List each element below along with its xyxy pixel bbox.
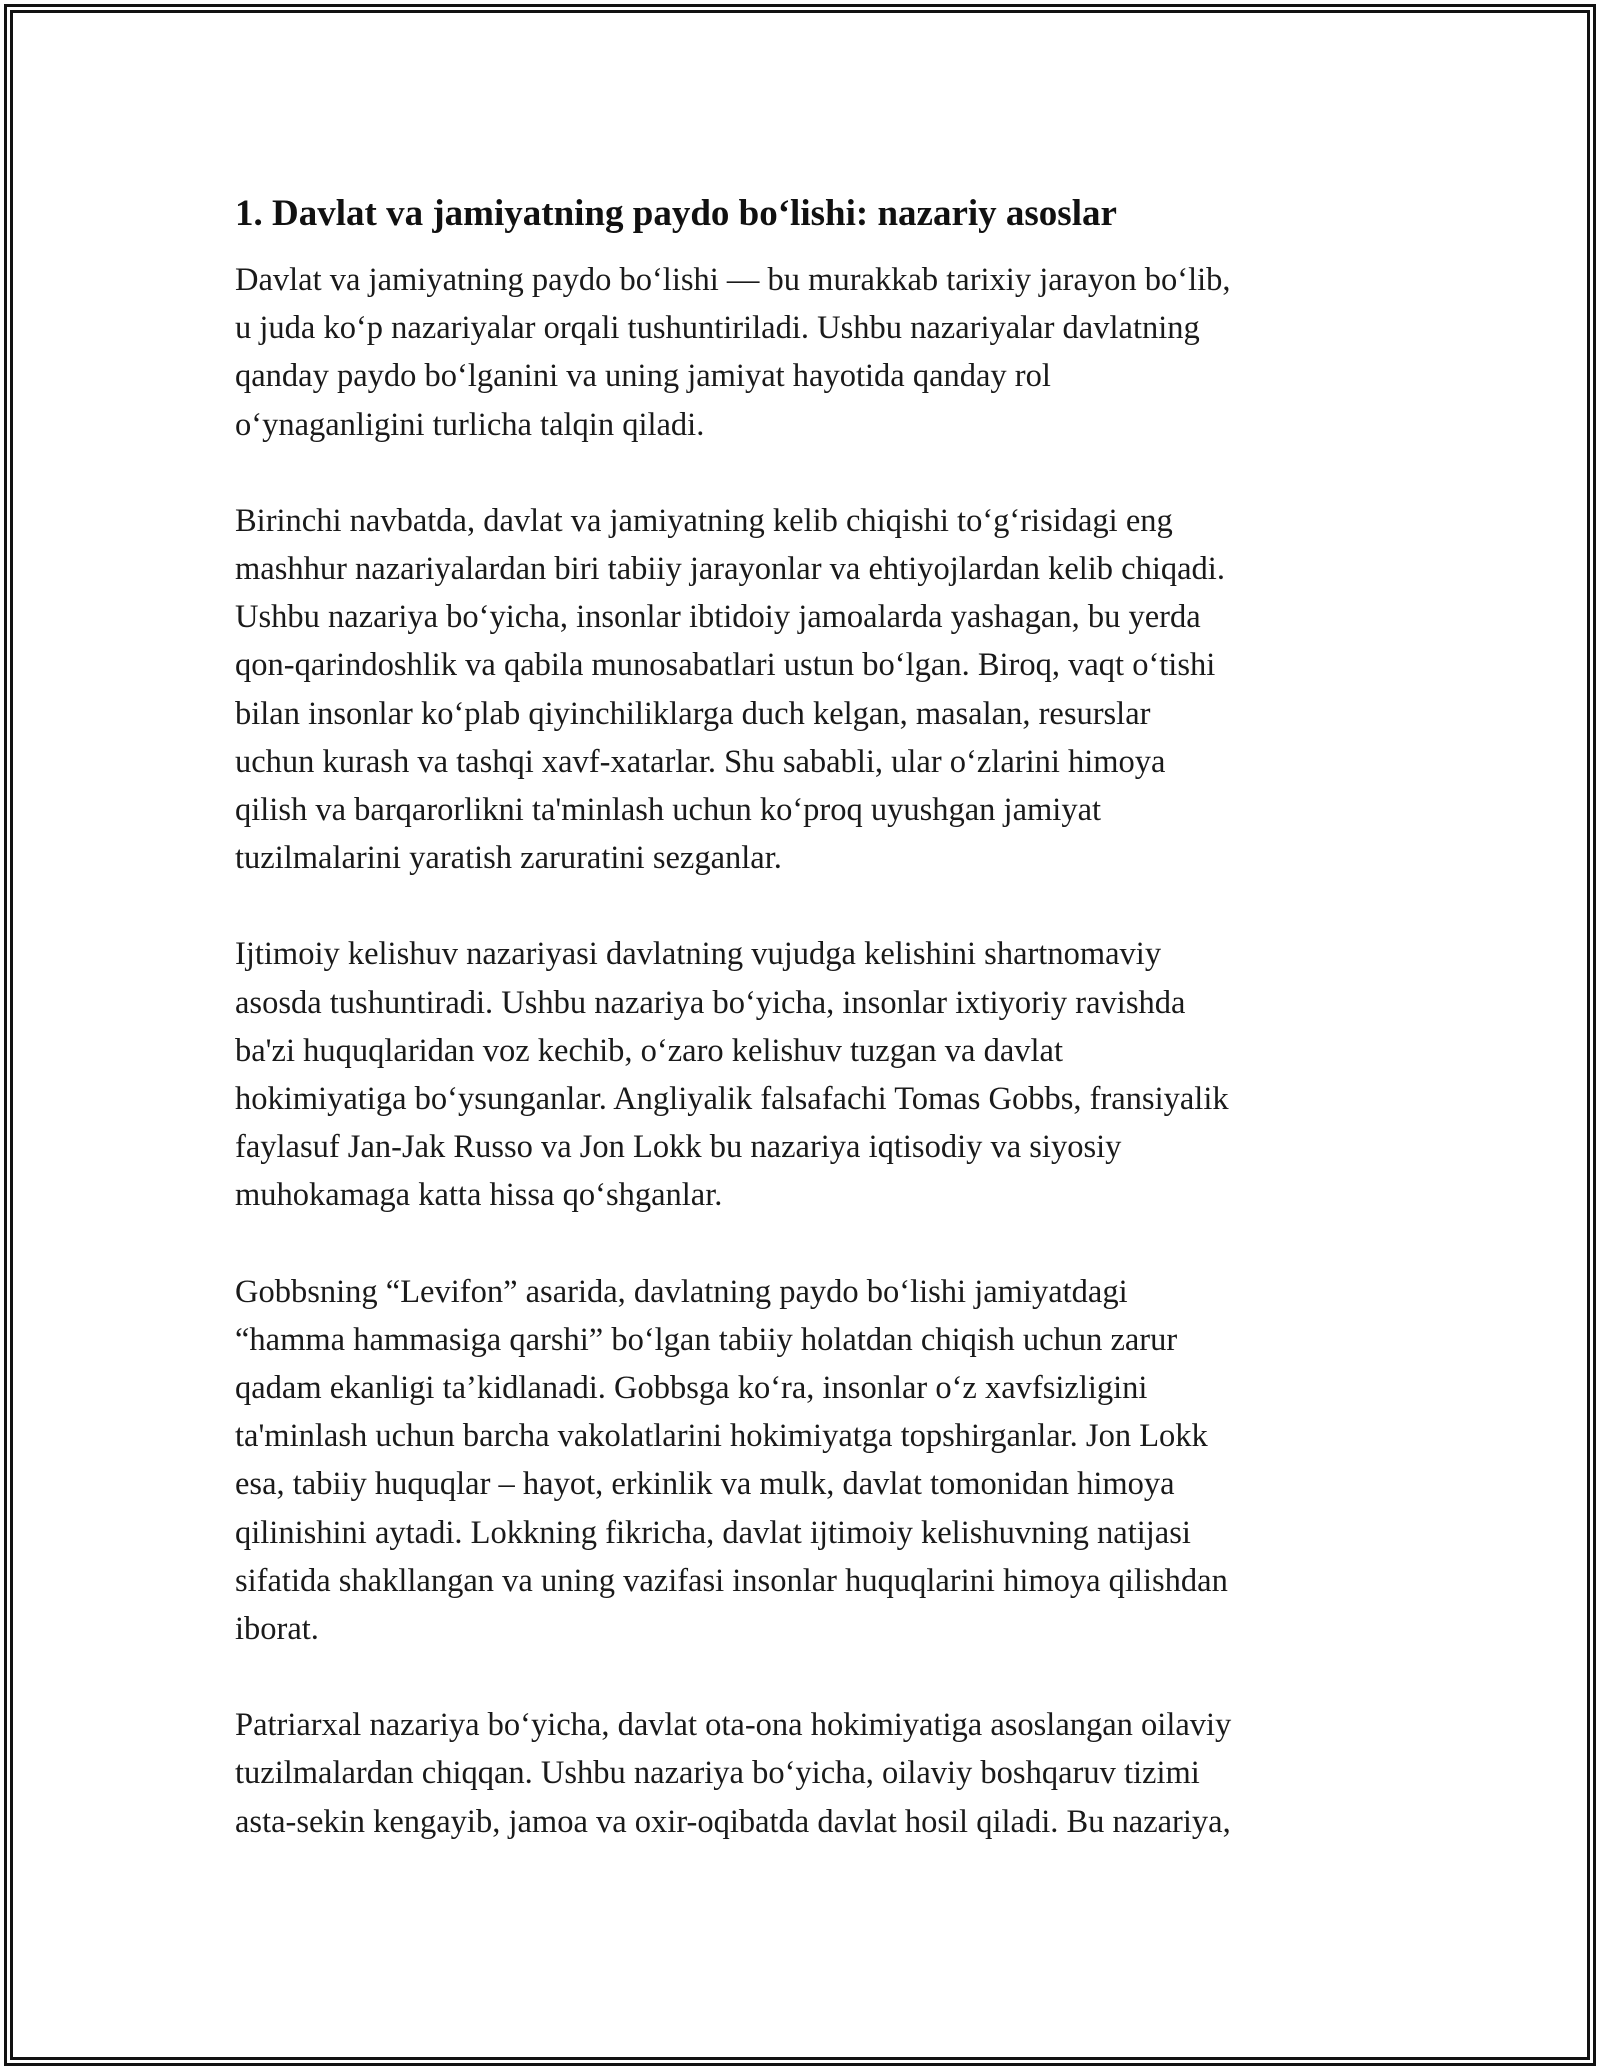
text-line: muhokamaga katta hissa qo‘shganlar.	[235, 1177, 723, 1214]
text-line: faylasuf Jan-Jak Russo va Jon Lokk bu nazariya iqtisodiy va siyosiy	[235, 1129, 1122, 1166]
text-line: qilish va barqarorlikni ta'minlash uchun ko‘proq uyushgan jamiyat	[235, 792, 1102, 829]
text-line: ta'minlash uchun barcha vakolatlarini hokimiyatga topshirganlar. Jon Lokk	[235, 1418, 1208, 1455]
text-line: “hamma hammasiga qarshi” bo‘lgan tabiiy holatdan chiqish uchun zarur	[235, 1321, 1178, 1358]
text-line: asosda tushuntiradi. Ushbu nazariya bo‘yicha, insonlar ixtiyoriy ravishda	[235, 984, 1186, 1021]
text-line: Davlat va jamiyatning paydo bo‘lishi — bu murakkab tarixiy jarayon bo‘lib,	[235, 262, 1231, 298]
paragraph	[235, 1268, 1370, 1654]
text-line: bilan insonlar ko‘plab qiyinchiliklarga duch kelgan, masalan, resurslar	[235, 695, 1151, 732]
paragraph	[235, 256, 1370, 449]
text-line: sifatida shakllangan va uning vazifasi insonlar huquqlarini himoya qilishdan	[235, 1562, 1228, 1599]
document-body	[235, 188, 1370, 1894]
text-line: qadam ekanligi ta’kidlanadi. Gobbsga ko‘ra, insonlar o‘z xavfsizligini	[235, 1370, 1148, 1407]
text-line: Ijtimoiy kelishuv nazariyasi davlatning vujudga kelishini shartnomaviy	[235, 936, 1162, 973]
section-heading: 1. Davlat va jamiyatning paydo bo‘lishi: nazariy asoslar	[235, 193, 1117, 234]
text-line: u juda ko‘p nazariyalar orqali tushuntiriladi. Ushbu nazariyalar davlatning	[235, 310, 1200, 347]
text-line: qanday paydo bo‘lganini va uning jamiyat hayotida qanday rol	[235, 358, 1051, 395]
text-line: qon-qarindoshlik va qabila munosabatlari ustun bo‘lgan. Biroq, vaqt o‘tishi	[235, 647, 1216, 684]
paragraph	[235, 1701, 1370, 1846]
text-line: Patriarxal nazariya bo‘yicha, davlat ota-ona hokimiyatiga asoslangan oilaviy	[235, 1707, 1232, 1744]
paragraph-list	[235, 256, 1370, 1846]
text-line: mashhur nazariyalardan biri tabiiy jarayonlar va ehtiyojlardan kelib chiqadi.	[235, 551, 1225, 588]
text-line: hokimiyatiga bo‘ysunganlar. Angliyalik falsafachi Tomas Gobbs, fransiyalik	[235, 1081, 1229, 1118]
text-line: tuzilmalarini yaratish zaruratini sezganlar.	[235, 840, 782, 877]
text-line: iborat.	[235, 1611, 319, 1648]
text-line: ba'zi huquqlaridan voz kechib, o‘zaro kelishuv tuzgan va davlat	[235, 1032, 1063, 1069]
text-line: o‘ynaganligini turlicha talqin qiladi.	[235, 406, 705, 443]
text-line: qilinishini aytadi. Lokkning fikricha, davlat ijtimoiy kelishuvning natijasi	[235, 1514, 1191, 1551]
text-line: asta-sekin kengayib, jamoa va oxir-oqibatda davlat hosil qiladi. Bu nazariya,	[235, 1803, 1231, 1840]
text-line: tuzilmalardan chiqqan. Ushbu nazariya bo‘yicha, oilaviy boshqaruv tizimi	[235, 1755, 1200, 1792]
text-line: Birinchi navbatda, davlat va jamiyatning kelib chiqishi to‘g‘risidagi eng	[235, 502, 1173, 539]
text-line: Ushbu nazariya bo‘yicha, insonlar ibtidoiy jamoalarda yashagan, bu yerda	[235, 599, 1201, 636]
text-line: Gobbsning “Levifon” asarida, davlatning paydo bo‘lishi jamiyatdagi	[235, 1273, 1128, 1310]
paragraph	[235, 930, 1370, 1219]
text-line: uchun kurash va tashqi xavf-xatarlar. Shu sababli, ular o‘zlarini himoya	[235, 743, 1166, 780]
paragraph	[235, 497, 1370, 883]
text-line: esa, tabiiy huquqlar – hayot, erkinlik va mulk, davlat tomonidan himoya	[235, 1466, 1175, 1503]
